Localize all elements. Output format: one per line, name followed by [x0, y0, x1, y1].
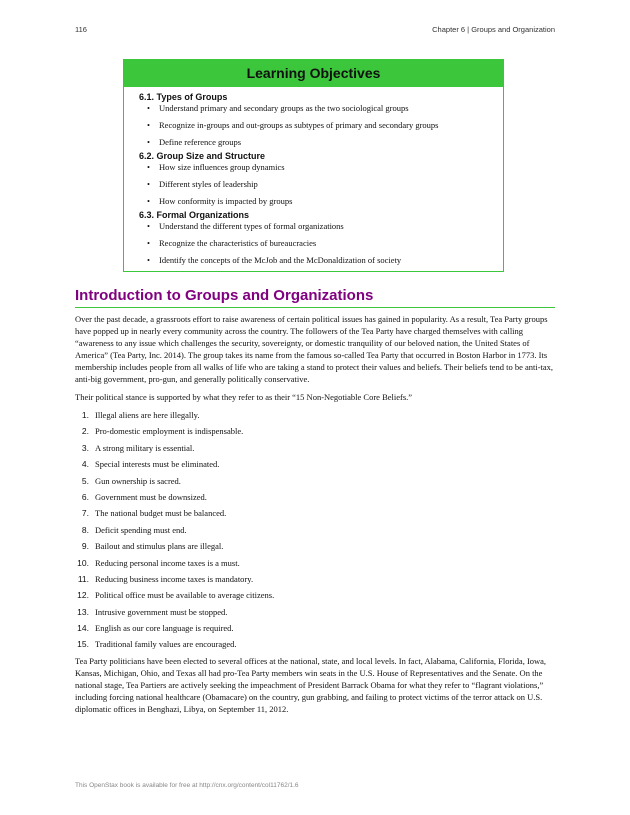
list-item-text: Gun ownership is sacred. [95, 475, 181, 486]
page-footer: This OpenStax book is available for free at http://cnx.org/content/col11762/1.6 [75, 782, 299, 789]
list-item [75, 425, 555, 437]
list-item-text: Reducing business income taxes is mandatory. [95, 573, 254, 584]
main-content [75, 313, 555, 721]
list-item-number: 7. [81, 508, 89, 519]
list-item-number: 2. [81, 426, 89, 437]
learning-objectives-title: Learning Objectives [124, 60, 503, 87]
list-item-number: 6. [81, 491, 89, 502]
list-item-text: A strong military is essential. [95, 442, 195, 453]
objective-item [139, 238, 503, 249]
list-item-text: Intrusive government must be stopped. [95, 606, 228, 617]
list-item [75, 540, 555, 552]
list-item-text: Deficit spending must end. [95, 524, 187, 535]
list-item [75, 507, 555, 519]
list-item-text: Traditional family values are encouraged. [95, 639, 237, 650]
objective-item [139, 103, 503, 114]
objective-item [139, 196, 503, 207]
bullet-icon: • [147, 103, 150, 113]
list-item-text: Bailout and stimulus plans are illegal. [95, 541, 224, 552]
objective-item-text: Different styles of leadership [159, 179, 258, 189]
list-item [75, 589, 555, 601]
objective-section-title: 6.2. Group Size and Structure [139, 151, 266, 161]
list-item [75, 491, 555, 503]
list-item-number: 13. [77, 606, 89, 617]
objective-item-text: Define reference groups [159, 137, 242, 147]
list-item [75, 622, 555, 634]
objective-section [139, 210, 503, 266]
list-item-number: 11. [77, 573, 89, 584]
bullet-icon: • [147, 179, 150, 189]
list-item-text: Political office must be available to average citizens. [95, 590, 275, 601]
list-item-text: The national budget must be balanced. [95, 508, 227, 519]
objective-section-title: 6.3. Formal Organizations [139, 210, 250, 220]
objective-section [139, 151, 503, 207]
list-item [75, 524, 555, 536]
list-item [75, 458, 555, 470]
bullet-icon: • [147, 137, 150, 147]
objective-item [139, 255, 503, 266]
list-item-text: English as our core language is required. [95, 623, 234, 634]
bullet-icon: • [147, 162, 150, 172]
list-item-number: 10. [77, 557, 89, 568]
section-title: Introduction to Groups and Organizations [75, 287, 555, 308]
list-item-number: 15. [77, 639, 89, 650]
closing-paragraph: Tea Party politicians have been elected to several offices at the national, state, and local levels. In fact, Alabama, California, Florida, Iowa, Kansas, Michigan, Ohio, and Texas all had pro-Tea Party members win seats in the U.S. House of Representatives and the Senate. On the national stage, Tea Partiers are actively seeking the impeachment of President Barrack Obama for what they refer to “flagrant violations,” including forcing national healthcare (Obamacare) on the country, gun grabbing, and failing to protect victims of the terror attack on U.S. diplomatic offices in Benghazi, Libya, on September 11, 2012. [75, 655, 547, 714]
objective-item [139, 221, 503, 232]
objective-item-text: How size influences group dynamics [159, 162, 285, 172]
bullet-icon: • [147, 238, 150, 248]
stance-paragraph: Their political stance is supported by what they refer to as their “15 Non-Negotiable Core Beliefs.” [75, 392, 413, 402]
bullet-icon: • [147, 221, 150, 231]
list-item [75, 606, 555, 618]
objective-item [139, 120, 503, 131]
objective-item-text: Understand the different types of formal organizations [159, 221, 344, 231]
core-beliefs-list [75, 409, 555, 650]
list-item [75, 573, 555, 585]
list-item [75, 442, 555, 454]
objective-section-title: 6.1. Types of Groups [139, 92, 228, 102]
list-item-text: Pro-domestic employment is indispensable. [95, 426, 244, 437]
page-number: 116 [75, 25, 87, 34]
list-item-number: 5. [81, 475, 89, 486]
list-item-number: 4. [81, 459, 89, 470]
list-item-number: 1. [81, 410, 89, 420]
objective-item-text: How conformity is impacted by groups [159, 196, 293, 206]
objective-item-text: Understand primary and secondary groups as the two sociological groups [159, 103, 409, 113]
list-item-number: 12. [77, 590, 89, 601]
objective-item [139, 179, 503, 190]
objective-item [139, 137, 503, 148]
objective-item-text: Recognize the characteristics of bureaucracies [159, 238, 317, 248]
list-item [75, 409, 555, 421]
list-item-text: Special interests must be eliminated. [95, 459, 220, 470]
bullet-icon: • [147, 196, 150, 206]
list-item-text: Reducing personal income taxes is a must. [95, 557, 240, 568]
objective-item-text: Recognize in-groups and out-groups as subtypes of primary and secondary groups [159, 120, 439, 130]
list-item-number: 14. [77, 623, 89, 634]
bullet-icon: • [147, 255, 150, 265]
list-item-text: Government must be downsized. [95, 491, 207, 502]
chapter-title: Chapter 6 | Groups and Organization [432, 25, 555, 34]
list-item-number: 9. [81, 541, 89, 552]
intro-paragraph: Over the past decade, a grassroots effort to raise awareness of certain political issues has gained in popularity. As a result, Tea Party groups have popped up in nearly every community across the country. The followers of the Tea Party have charged themselves with calling “awareness to any issue which challenges the security, sovereignty, or domestic tranquility of our beloved nation, the United States of America” (Tea Party, Inc. 2014). The group takes its name from the famous so-called Tea Party that occurred in Boston Harbor in 1773. Its membership includes people from all walks of life who are taking a stand to protect their values and beliefs. Their beliefs tend to be anti-tax, anti-big government, pro-gun, and generally politically conservative. [75, 314, 554, 384]
objective-item [139, 162, 503, 173]
learning-objectives-body [124, 87, 503, 266]
bullet-icon: • [147, 120, 150, 130]
learning-objectives-box [123, 59, 504, 272]
list-item-number: 8. [81, 524, 89, 535]
objective-section [139, 92, 503, 148]
list-item [75, 475, 555, 487]
list-item [75, 557, 555, 569]
list-item-number: 3. [81, 442, 89, 453]
list-item [75, 638, 555, 650]
list-item-text: Illegal aliens are here illegally. [95, 410, 200, 420]
objective-item-text: Identify the concepts of the McJob and the McDonaldization of society [159, 255, 402, 265]
